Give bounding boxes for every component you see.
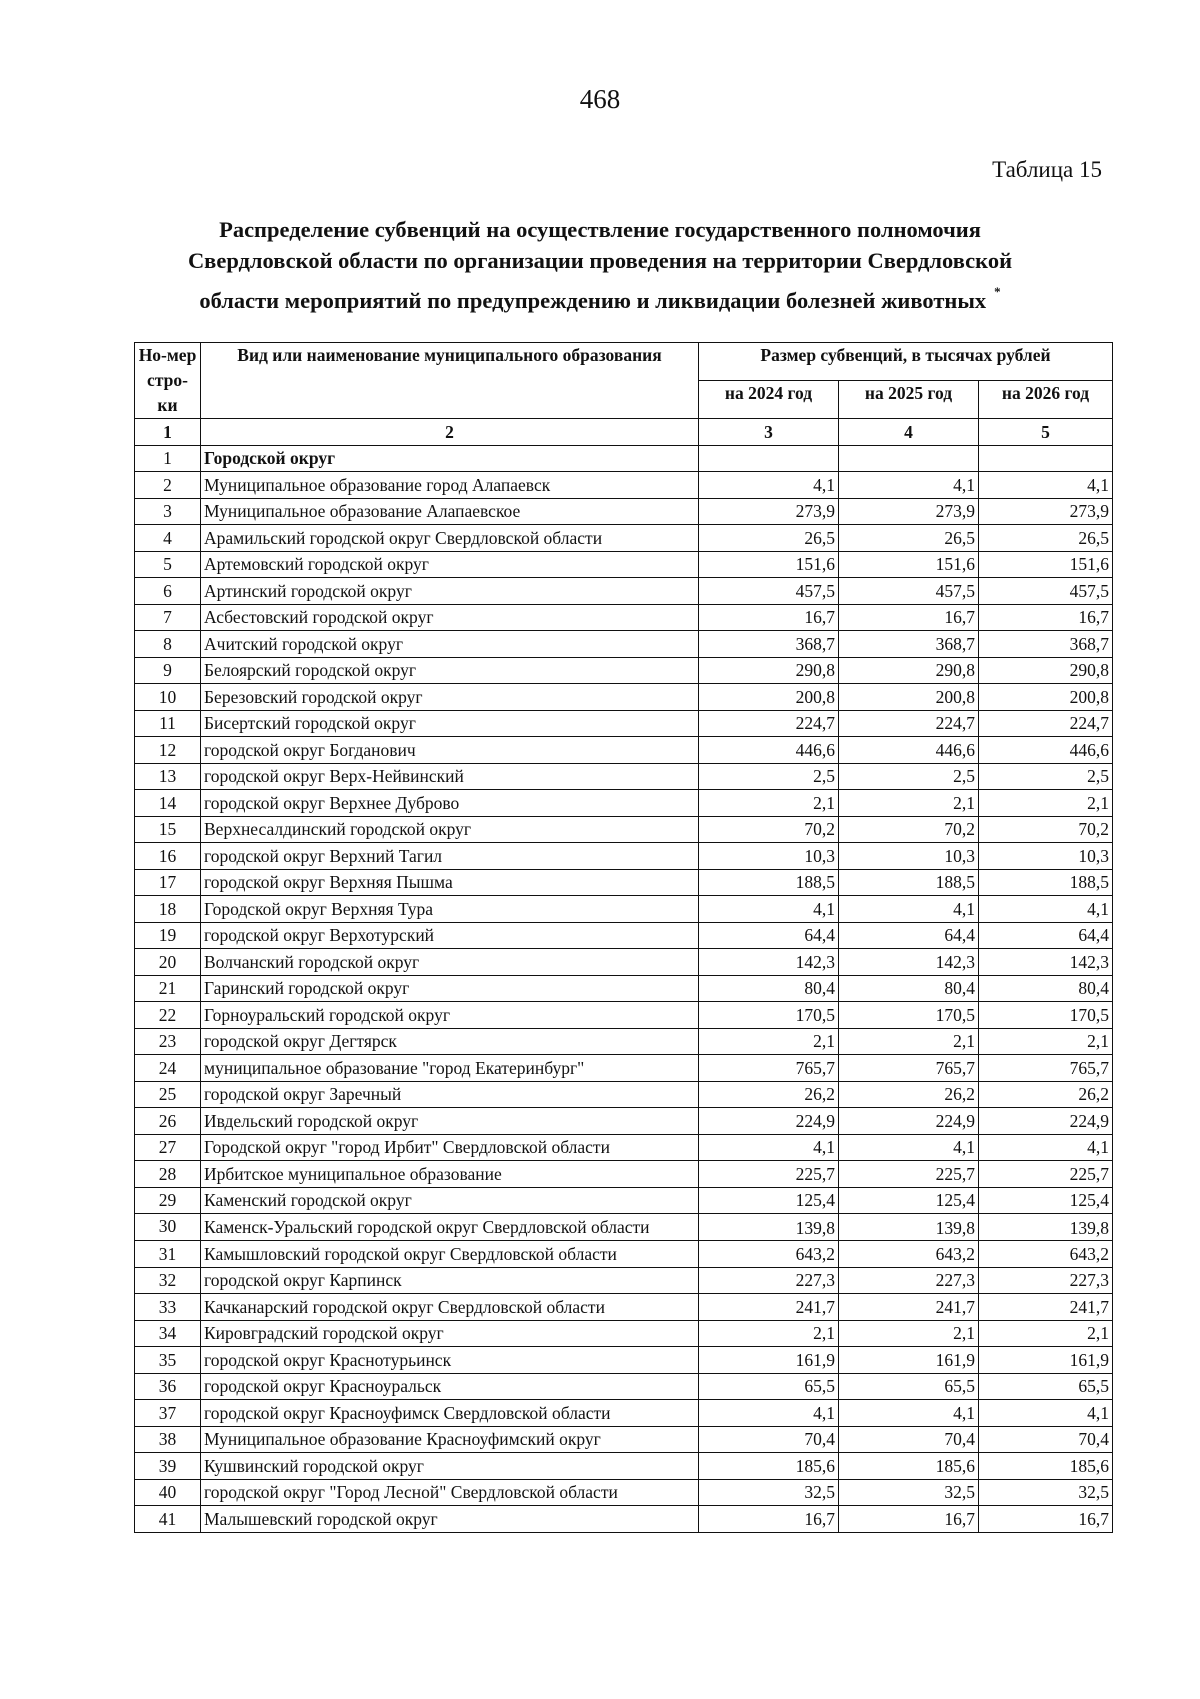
row-number: 24	[135, 1055, 201, 1082]
value-2024: 10,3	[699, 843, 839, 870]
value-2025: 225,7	[839, 1161, 979, 1188]
municipality-name: Арамильский городской округ Свердловской области	[201, 525, 699, 552]
title-line-3-text: области мероприятий по предупреждению и ликвидации болезней животных	[199, 288, 987, 313]
municipality-name: Камышловский городской округ Свердловской области	[201, 1241, 699, 1268]
value-2024: 225,7	[699, 1161, 839, 1188]
table-body	[135, 445, 1113, 1532]
value-2024: 80,4	[699, 975, 839, 1002]
value-2025: 32,5	[839, 1479, 979, 1506]
municipality-name: Муниципальное образование Алапаевское	[201, 498, 699, 525]
value-2024: 224,7	[699, 710, 839, 737]
row-number: 34	[135, 1320, 201, 1347]
value-2025: 139,8	[839, 1214, 979, 1241]
value-2025: 241,7	[839, 1294, 979, 1321]
row-number: 9	[135, 657, 201, 684]
value-2025: 2,1	[839, 790, 979, 817]
row-number: 12	[135, 737, 201, 764]
row-number: 37	[135, 1400, 201, 1427]
table-row	[135, 657, 1113, 684]
row-number: 30	[135, 1214, 201, 1241]
value-2025: 65,5	[839, 1373, 979, 1400]
municipality-name: Асбестовский городской округ	[201, 604, 699, 631]
value-2024: 26,2	[699, 1081, 839, 1108]
value-2025: 10,3	[839, 843, 979, 870]
value-2026: 70,2	[979, 816, 1113, 843]
table-row	[135, 843, 1113, 870]
column-number-row	[135, 419, 1113, 446]
municipality-name: Артинский городской округ	[201, 578, 699, 605]
municipality-name: Бисертский городской округ	[201, 710, 699, 737]
row-number: 40	[135, 1479, 201, 1506]
table-row	[135, 1347, 1113, 1374]
row-number: 8	[135, 631, 201, 658]
municipality-name: Городской округ "город Ирбит" Свердловской области	[201, 1134, 699, 1161]
municipality-name: муниципальное образование "город Екатеринбург"	[201, 1055, 699, 1082]
municipality-name: городской округ Верх-Нейвинский	[201, 763, 699, 790]
value-2024: 70,2	[699, 816, 839, 843]
value-2024: 170,5	[699, 1002, 839, 1029]
value-2026: 4,1	[979, 896, 1113, 923]
value-2025: 4,1	[839, 1134, 979, 1161]
table-row	[135, 1320, 1113, 1347]
row-number: 26	[135, 1108, 201, 1135]
value-2025: 151,6	[839, 551, 979, 578]
value-2024: 2,1	[699, 1028, 839, 1055]
table-label: Таблица 15	[992, 157, 1102, 182]
value-2026: 200,8	[979, 684, 1113, 711]
section-empty-cell	[699, 445, 839, 472]
table-row	[135, 1294, 1113, 1321]
row-number: 4	[135, 525, 201, 552]
table-row	[135, 1002, 1113, 1029]
row-number: 13	[135, 763, 201, 790]
value-2024: 290,8	[699, 657, 839, 684]
municipality-name: городской округ Карпинск	[201, 1267, 699, 1294]
column-number-5: 5	[979, 419, 1113, 446]
municipality-name: Волчанский городской округ	[201, 949, 699, 976]
value-2026: 188,5	[979, 869, 1113, 896]
value-2025: 142,3	[839, 949, 979, 976]
table-row	[135, 1241, 1113, 1268]
table-row	[135, 896, 1113, 923]
value-2026: 290,8	[979, 657, 1113, 684]
section-empty-cell	[979, 445, 1113, 472]
value-2026: 70,4	[979, 1426, 1113, 1453]
row-number: 3	[135, 498, 201, 525]
title-line-2: Свердловской области по организации проведения на территории Свердловской	[187, 248, 1013, 273]
value-2025: 368,7	[839, 631, 979, 658]
municipality-name: городской округ Богданович	[201, 737, 699, 764]
value-2025: 643,2	[839, 1241, 979, 1268]
row-number: 33	[135, 1294, 201, 1321]
table-row	[135, 710, 1113, 737]
row-number: 21	[135, 975, 201, 1002]
municipality-name: Белоярский городской округ	[201, 657, 699, 684]
column-number-4: 4	[839, 419, 979, 446]
value-2026: 4,1	[979, 1134, 1113, 1161]
table-row	[135, 1426, 1113, 1453]
table-row	[135, 551, 1113, 578]
table-row	[135, 763, 1113, 790]
table-row	[135, 1267, 1113, 1294]
title-line-1: Распределение субвенций на осуществление государственного полномочия	[219, 217, 981, 242]
table-row	[135, 1108, 1113, 1135]
municipality-name: Гаринский городской округ	[201, 975, 699, 1002]
value-2025: 457,5	[839, 578, 979, 605]
value-2025: 4,1	[839, 1400, 979, 1427]
value-2024: 4,1	[699, 1134, 839, 1161]
value-2024: 4,1	[699, 472, 839, 499]
document-title	[140, 214, 1060, 316]
municipality-name: городской округ Заречный	[201, 1081, 699, 1108]
row-number: 18	[135, 896, 201, 923]
row-number: 28	[135, 1161, 201, 1188]
value-2024: 70,4	[699, 1426, 839, 1453]
municipality-name: Кировградский городской округ	[201, 1320, 699, 1347]
value-2025: 290,8	[839, 657, 979, 684]
municipality-name: Малышевский городской округ	[201, 1506, 699, 1533]
value-2024: 65,5	[699, 1373, 839, 1400]
page-number: 468	[579, 84, 621, 114]
municipality-name: городской округ Верхотурский	[201, 922, 699, 949]
row-number: 39	[135, 1453, 201, 1480]
value-2025: 26,2	[839, 1081, 979, 1108]
value-2025: 2,1	[839, 1320, 979, 1347]
municipality-name: Артемовский городской округ	[201, 551, 699, 578]
row-number: 10	[135, 684, 201, 711]
value-2026: 151,6	[979, 551, 1113, 578]
value-2025: 26,5	[839, 525, 979, 552]
value-2025: 125,4	[839, 1187, 979, 1214]
row-number: 25	[135, 1081, 201, 1108]
value-2024: 200,8	[699, 684, 839, 711]
value-2024: 643,2	[699, 1241, 839, 1268]
municipality-name: Каменский городской округ	[201, 1187, 699, 1214]
table-row	[135, 631, 1113, 658]
value-2026: 4,1	[979, 1400, 1113, 1427]
subsidy-table	[134, 342, 1113, 1533]
value-2024: 142,3	[699, 949, 839, 976]
header-year-2025: на 2025 год	[839, 381, 979, 419]
value-2025: 446,6	[839, 737, 979, 764]
table-row	[135, 1400, 1113, 1427]
value-2024: 139,8	[699, 1214, 839, 1241]
table-row	[135, 1506, 1113, 1533]
value-2024: 151,6	[699, 551, 839, 578]
row-number: 5	[135, 551, 201, 578]
value-2024: 26,5	[699, 525, 839, 552]
municipality-name: городской округ Верхний Тагил	[201, 843, 699, 870]
table-row	[135, 1214, 1113, 1241]
value-2025: 4,1	[839, 896, 979, 923]
value-2024: 2,1	[699, 1320, 839, 1347]
column-number-2: 2	[201, 419, 699, 446]
value-2025: 765,7	[839, 1055, 979, 1082]
header-size: Размер субвенций, в тысячах рублей	[699, 343, 1113, 381]
value-2026: 2,1	[979, 790, 1113, 817]
value-2024: 185,6	[699, 1453, 839, 1480]
row-number: 19	[135, 922, 201, 949]
table-row	[135, 472, 1113, 499]
table-row	[135, 737, 1113, 764]
table-row	[135, 816, 1113, 843]
table-row	[135, 975, 1113, 1002]
value-2024: 2,5	[699, 763, 839, 790]
municipality-name: городской округ Красноуральск	[201, 1373, 699, 1400]
row-number: 35	[135, 1347, 201, 1374]
value-2024: 188,5	[699, 869, 839, 896]
value-2025: 2,1	[839, 1028, 979, 1055]
value-2025: 16,7	[839, 1506, 979, 1533]
value-2024: 273,9	[699, 498, 839, 525]
header-year-2026: на 2026 год	[979, 381, 1113, 419]
value-2025: 16,7	[839, 604, 979, 631]
value-2026: 10,3	[979, 843, 1113, 870]
municipality-name: Городской округ Верхняя Тура	[201, 896, 699, 923]
municipality-name: Березовский городской округ	[201, 684, 699, 711]
value-2026: 161,9	[979, 1347, 1113, 1374]
header-name: Вид или наименование муниципального образования	[201, 343, 699, 419]
table-row	[135, 1028, 1113, 1055]
value-2024: 32,5	[699, 1479, 839, 1506]
row-number: 23	[135, 1028, 201, 1055]
table-row	[135, 1055, 1113, 1082]
value-2026: 185,6	[979, 1453, 1113, 1480]
column-number-1: 1	[135, 419, 201, 446]
value-2026: 2,5	[979, 763, 1113, 790]
municipality-name: Ачитский городской округ	[201, 631, 699, 658]
municipality-name: Каменск-Уральский городской округ Свердловской области	[201, 1214, 699, 1241]
row-number: 32	[135, 1267, 201, 1294]
table-row	[135, 1187, 1113, 1214]
table-row	[135, 869, 1113, 896]
value-2026: 65,5	[979, 1373, 1113, 1400]
municipality-name: Муниципальное образование Красноуфимский округ	[201, 1426, 699, 1453]
row-number: 36	[135, 1373, 201, 1400]
value-2026: 227,3	[979, 1267, 1113, 1294]
value-2026: 16,7	[979, 604, 1113, 631]
value-2024: 457,5	[699, 578, 839, 605]
value-2024: 241,7	[699, 1294, 839, 1321]
value-2025: 70,4	[839, 1426, 979, 1453]
title-line-3	[140, 276, 1060, 316]
municipality-name: Качканарский городской округ Свердловской области	[201, 1294, 699, 1321]
value-2025: 70,2	[839, 816, 979, 843]
municipality-name: Ирбитское муниципальное образование	[201, 1161, 699, 1188]
table-row	[135, 684, 1113, 711]
row-number: 15	[135, 816, 201, 843]
value-2025: 161,9	[839, 1347, 979, 1374]
table-row	[135, 525, 1113, 552]
value-2026: 125,4	[979, 1187, 1113, 1214]
value-2026: 26,5	[979, 525, 1113, 552]
row-number: 17	[135, 869, 201, 896]
row-number: 11	[135, 710, 201, 737]
value-2026: 170,5	[979, 1002, 1113, 1029]
row-number: 2	[135, 472, 201, 499]
value-2026: 2,1	[979, 1320, 1113, 1347]
row-number: 38	[135, 1426, 201, 1453]
table-row	[135, 922, 1113, 949]
municipality-name: городской округ Краснотурьинск	[201, 1347, 699, 1374]
value-2026: 273,9	[979, 498, 1113, 525]
value-2025: 80,4	[839, 975, 979, 1002]
header-row-1	[135, 343, 1113, 381]
value-2026: 16,7	[979, 1506, 1113, 1533]
value-2026: 457,5	[979, 578, 1113, 605]
value-2026: 225,7	[979, 1161, 1113, 1188]
table-row	[135, 1453, 1113, 1480]
municipality-name: городской округ Дегтярск	[201, 1028, 699, 1055]
value-2024: 446,6	[699, 737, 839, 764]
table-row	[135, 790, 1113, 817]
value-2025: 64,4	[839, 922, 979, 949]
value-2026: 32,5	[979, 1479, 1113, 1506]
section-empty-cell	[839, 445, 979, 472]
value-2025: 2,5	[839, 763, 979, 790]
table-row	[135, 498, 1113, 525]
value-2026: 241,7	[979, 1294, 1113, 1321]
value-2026: 139,8	[979, 1214, 1113, 1241]
value-2026: 26,2	[979, 1081, 1113, 1108]
value-2024: 2,1	[699, 790, 839, 817]
municipality-name: городской округ Верхняя Пышма	[201, 869, 699, 896]
section-row	[135, 445, 1113, 472]
value-2025: 200,8	[839, 684, 979, 711]
value-2024: 16,7	[699, 604, 839, 631]
value-2024: 16,7	[699, 1506, 839, 1533]
section-number: 1	[135, 445, 201, 472]
value-2024: 64,4	[699, 922, 839, 949]
table-row	[135, 1134, 1113, 1161]
value-2024: 368,7	[699, 631, 839, 658]
value-2025: 188,5	[839, 869, 979, 896]
value-2026: 643,2	[979, 1241, 1113, 1268]
row-number: 41	[135, 1506, 201, 1533]
table-row	[135, 1479, 1113, 1506]
value-2026: 368,7	[979, 631, 1113, 658]
row-number: 16	[135, 843, 201, 870]
municipality-name: Муниципальное образование город Алапаевск	[201, 472, 699, 499]
value-2024: 125,4	[699, 1187, 839, 1214]
row-number: 31	[135, 1241, 201, 1268]
value-2026: 224,9	[979, 1108, 1113, 1135]
column-number-3: 3	[699, 419, 839, 446]
municipality-name: Верхнесалдинский городской округ	[201, 816, 699, 843]
municipality-name: Кушвинский городской округ	[201, 1453, 699, 1480]
value-2025: 273,9	[839, 498, 979, 525]
row-number: 14	[135, 790, 201, 817]
value-2026: 64,4	[979, 922, 1113, 949]
header-year-2024: на 2024 год	[699, 381, 839, 419]
value-2026: 2,1	[979, 1028, 1113, 1055]
header-row-number: Но-мер стро-ки	[135, 343, 201, 419]
table-row	[135, 578, 1113, 605]
value-2026: 446,6	[979, 737, 1113, 764]
municipality-name: Горноуральский городской округ	[201, 1002, 699, 1029]
value-2026: 142,3	[979, 949, 1113, 976]
row-number: 27	[135, 1134, 201, 1161]
value-2026: 765,7	[979, 1055, 1113, 1082]
value-2025: 4,1	[839, 472, 979, 499]
footnote-mark: *	[994, 284, 1001, 299]
value-2024: 4,1	[699, 1400, 839, 1427]
table-row	[135, 1081, 1113, 1108]
section-name: Городской округ	[201, 445, 699, 472]
value-2024: 227,3	[699, 1267, 839, 1294]
value-2024: 161,9	[699, 1347, 839, 1374]
row-number: 7	[135, 604, 201, 631]
municipality-name: городской округ Верхнее Дуброво	[201, 790, 699, 817]
value-2024: 224,9	[699, 1108, 839, 1135]
value-2025: 224,7	[839, 710, 979, 737]
value-2024: 4,1	[699, 896, 839, 923]
value-2024: 765,7	[699, 1055, 839, 1082]
row-number: 6	[135, 578, 201, 605]
row-number: 22	[135, 1002, 201, 1029]
table-row	[135, 949, 1113, 976]
value-2026: 80,4	[979, 975, 1113, 1002]
value-2025: 185,6	[839, 1453, 979, 1480]
row-number: 29	[135, 1187, 201, 1214]
municipality-name: городской округ "Город Лесной" Свердловской области	[201, 1479, 699, 1506]
row-number: 20	[135, 949, 201, 976]
table-row	[135, 604, 1113, 631]
value-2025: 170,5	[839, 1002, 979, 1029]
value-2026: 4,1	[979, 472, 1113, 499]
table-row	[135, 1161, 1113, 1188]
table-row	[135, 1373, 1113, 1400]
municipality-name: городской округ Красноуфимск Свердловской области	[201, 1400, 699, 1427]
value-2025: 227,3	[839, 1267, 979, 1294]
value-2025: 224,9	[839, 1108, 979, 1135]
value-2026: 224,7	[979, 710, 1113, 737]
municipality-name: Ивдельский городской округ	[201, 1108, 699, 1135]
